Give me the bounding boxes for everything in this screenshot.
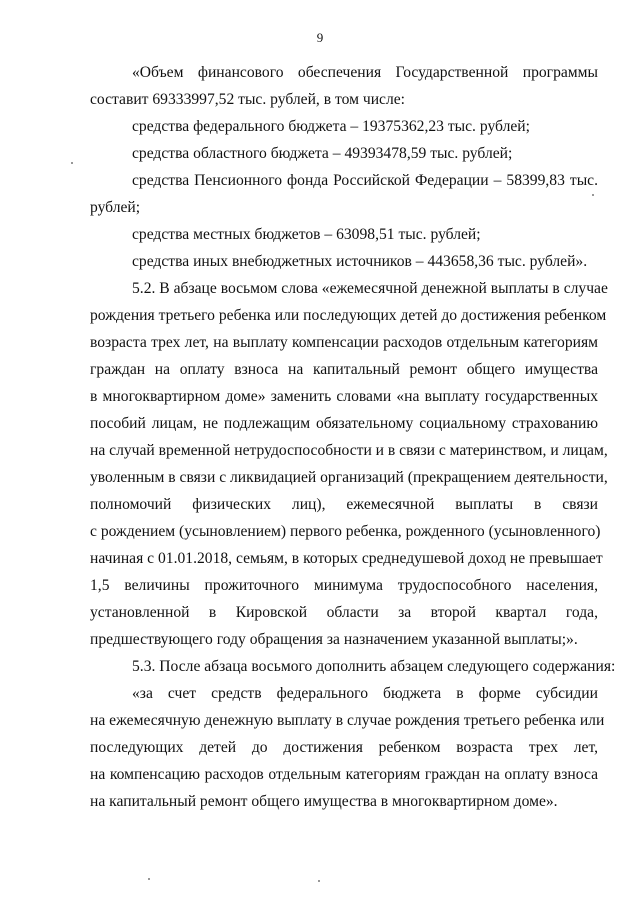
text-line: на компенсацию расходов отдельным категориям граждан на оплату взноса	[90, 766, 598, 783]
text-line: в многоквартирном доме» заменить словами «на выплату государственных	[90, 388, 598, 405]
text-line: уволенным в связи с ликвидацией организаций (прекращением деятельности,	[90, 469, 608, 486]
scan-speck	[318, 880, 320, 882]
text-line: 1,5 величины прожиточного минимума трудоспособного населения,	[90, 577, 598, 594]
text-line: средства Пенсионного фонда Российской Федерации – 58399,83 тыс.	[132, 172, 598, 189]
text-line: предшествующего году обращения за назначением указанной выплаты;».	[90, 631, 578, 648]
scan-speck	[592, 194, 594, 196]
text-line: 5.2. В абзаце восьмом слова «ежемесячной денежной выплаты в случае	[132, 280, 608, 297]
text-line: 5.3. После абзаца восьмого дополнить абзацем следующего содержания:	[132, 658, 616, 675]
text-line: на ежемесячную денежную выплату в случае рождения третьего ребенка или	[90, 712, 605, 729]
text-line: начиная с 01.01.2018, семьям, в которых среднедушевой доход не превышает	[90, 550, 603, 567]
page-number: 9	[316, 30, 324, 45]
text-line: пособий лицам, не подлежащим обязательному социальному страхованию	[90, 415, 598, 432]
text-line: рождения третьего ребенка или последующих детей до достижения ребенком	[90, 307, 607, 324]
text-line: на случай временной нетрудоспособности и в связи с материнством, и лицам,	[90, 442, 608, 459]
scan-speck	[148, 878, 150, 880]
text-line: рублей;	[90, 199, 141, 216]
text-line: средства иных внебюджетных источников – 443658,36 тыс. рублей».	[132, 253, 588, 270]
text-line: «Объем финансового обеспечения Государственной программы	[132, 64, 598, 81]
text-line: средства областного бюджета – 49393478,59 тыс. рублей;	[132, 145, 513, 162]
text-line: полномочий физических лиц), ежемесячной выплаты в связи	[90, 496, 598, 513]
text-line: последующих детей до достижения ребенком возраста трех лет,	[90, 739, 598, 756]
text-line: средства местных бюджетов – 63098,51 тыс. рублей;	[132, 226, 481, 243]
text-line: установленной в Кировской области за второй квартал года,	[90, 604, 598, 621]
text-line: с рождением (усыновлением) первого ребенка, рожденного (усыновленного)	[90, 523, 601, 540]
text-line: на капитальный ремонт общего имущества в многоквартирном доме».	[90, 793, 558, 810]
text-line: «за счет средств федерального бюджета в форме субсидии	[132, 685, 598, 702]
text-line: граждан на оплату взноса на капитальный ремонт общего имущества	[90, 361, 598, 378]
text-line: возраста трех лет, на выплату компенсации расходов отдельным категориям	[90, 334, 598, 351]
text-line: составит 69333997,52 тыс. рублей, в том числе:	[90, 91, 406, 108]
text-line: средства федерального бюджета – 19375362,23 тыс. рублей;	[132, 118, 530, 135]
scan-speck	[71, 162, 73, 164]
